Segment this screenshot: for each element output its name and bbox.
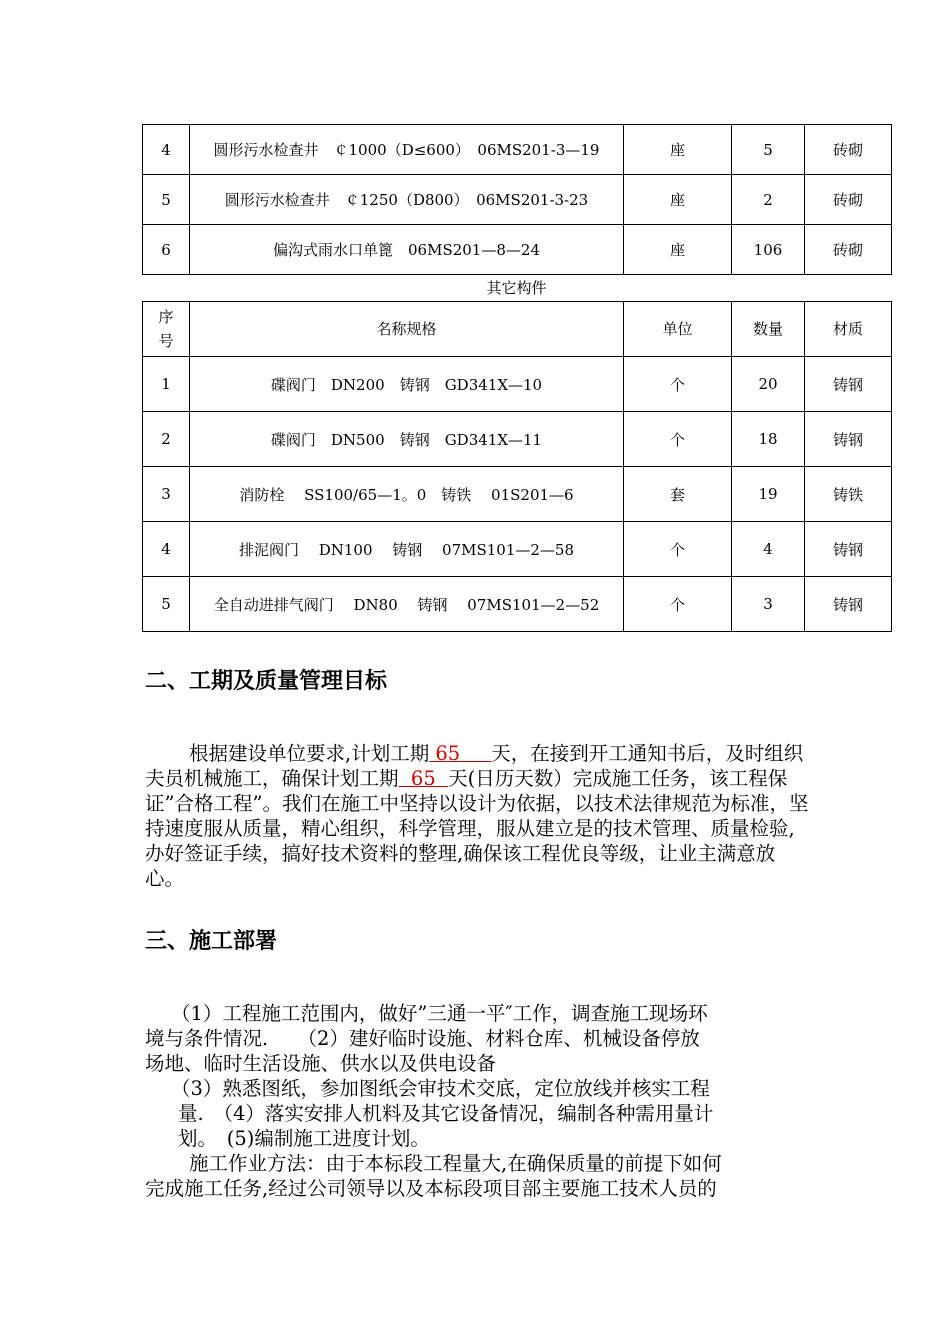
cell-no: 5 (143, 175, 190, 225)
cell-name: 碟阀门 DN200 铸钢 GD341X—10 (190, 357, 624, 412)
cell-no: 2 (143, 412, 190, 467)
schedule-paragraph: 根据建设单位要求,计划工期 65 天，在接到开工通知书后，及时组织夫员机械施工，确保计划工期 65 天(日历天数）完成施工任务，该工程保证”合格工程”。我们在施工中坚持以设计为依据，以技术法律规范为标准，坚持速度服从质量，精心组织，科学管理，服从建立是的技术管理、质量检验,办好签证手续，搞好技术资料的整理,确保该工程优良等级，让业主满意放心。 (145, 742, 809, 890)
table-row (143, 225, 892, 275)
deployment-line: 境与条件情况. （2）建好临时设施、材料仓库、机械设备停放 (145, 1027, 700, 1050)
cell-qty: 2 (732, 175, 805, 225)
cell-material: 铸钢 (805, 357, 892, 412)
deployment-line: 量. （4）落实安排人机料及其它设备情况，编制各种需用量计 (178, 1102, 714, 1125)
cell-unit: 套 (624, 467, 732, 522)
header-name: 名称规格 (190, 302, 624, 357)
cell-material: 砖砌 (805, 125, 892, 175)
cell-name: 碟阀门 DN500 铸钢 GD341X—11 (190, 412, 624, 467)
table-other-components (142, 301, 892, 632)
cell-unit: 座 (624, 125, 732, 175)
table-row (143, 467, 892, 522)
cell-no: 6 (143, 225, 190, 275)
header-no: 序 号 (143, 302, 190, 357)
cell-qty: 20 (732, 357, 805, 412)
table-row (143, 357, 892, 412)
cell-name: 圆形污水检查井 ￠1000（D≤600） 06MS201-3—19 (190, 125, 624, 175)
planned-days-value: 65 (429, 742, 492, 765)
work-method-line: 施工作业方法：由于本标段工程量大,在确保质量的前提下如何 (189, 1152, 722, 1175)
cell-qty: 5 (732, 125, 805, 175)
table-row (143, 412, 892, 467)
cell-no: 3 (143, 467, 190, 522)
table-header-row (143, 302, 892, 357)
cell-no: 4 (143, 522, 190, 577)
cell-name: 排泥阀门 DN100 铸钢 07MS101—2—58 (190, 522, 624, 577)
cell-qty: 4 (732, 522, 805, 577)
deployment-line: 划。 (5)编制施工进度计划。 (178, 1127, 430, 1150)
cell-unit: 个 (624, 577, 732, 632)
cell-name: 消防栓 SS100/65—1。0 铸铁 01S201—6 (190, 467, 624, 522)
cell-qty: 19 (732, 467, 805, 522)
table-row (143, 577, 892, 632)
cell-qty: 18 (732, 412, 805, 467)
header-material: 材质 (805, 302, 892, 357)
section-heading-deployment: 三、施工部署 (145, 929, 278, 954)
cell-name: 全自动进排气阀门 DN80 铸钢 07MS101—2—52 (190, 577, 624, 632)
cell-qty: 3 (732, 577, 805, 632)
cell-no: 1 (143, 357, 190, 412)
cell-name: 偏沟式雨水口单篦 06MS201—8—24 (190, 225, 624, 275)
cell-qty: 106 (732, 225, 805, 275)
table-manholes (142, 124, 892, 275)
cell-unit: 个 (624, 357, 732, 412)
section-heading-schedule-quality: 二、工期及质量管理目标 (145, 669, 388, 694)
deployment-line: （1）工程施工范围内，做好”三通一平″工作，调查施工现场环 (171, 1002, 708, 1025)
cell-name: 圆形污水检查井 ￠1250（D800） 06MS201-3-23 (190, 175, 624, 225)
cell-no: 4 (143, 125, 190, 175)
deployment-line: （3）熟悉图纸，参加图纸会审技术交底，定位放线并核实工程 (171, 1077, 710, 1100)
cell-no: 5 (143, 577, 190, 632)
cell-unit: 座 (624, 175, 732, 225)
cell-unit: 个 (624, 522, 732, 577)
cell-material: 铸钢 (805, 577, 892, 632)
table-caption: 其它构件 (486, 279, 547, 297)
cell-unit: 个 (624, 412, 732, 467)
work-method-line: 完成施工任务,经过公司领导以及本标段项目部主要施工技术人员的 (145, 1177, 717, 1200)
table-row (143, 522, 892, 577)
guaranteed-days-value: 65 (398, 767, 449, 790)
table-row (143, 175, 892, 225)
cell-material: 砖砌 (805, 175, 892, 225)
cell-material: 铸钢 (805, 412, 892, 467)
header-unit: 单位 (624, 302, 732, 357)
table-row (143, 125, 892, 175)
cell-material: 砖砌 (805, 225, 892, 275)
cell-material: 铸钢 (805, 522, 892, 577)
cell-unit: 座 (624, 225, 732, 275)
header-qty: 数量 (732, 302, 805, 357)
deployment-line: 场地、临时生活设施、供水以及供电设备 (145, 1052, 497, 1075)
cell-material: 铸铁 (805, 467, 892, 522)
